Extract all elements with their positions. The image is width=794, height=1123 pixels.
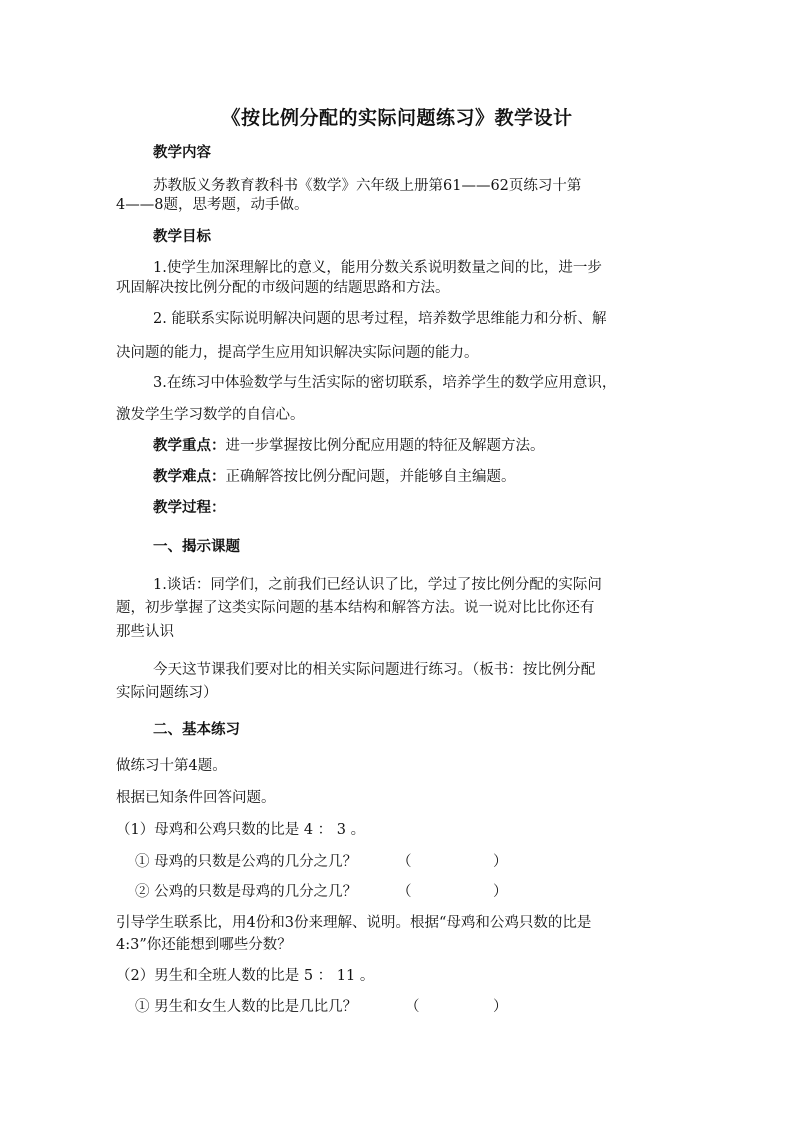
key-label: 教学重点：	[153, 437, 226, 454]
section-1-line-4: 今天这节课我们要对比的相关实际问题进行练习。（板书：按比例分配	[153, 662, 596, 678]
goal-2-line-1: 2. 能联系实际说明解决问题的思考过程，培养数学思维能力和分析、解	[153, 311, 607, 327]
answer-blank-1b-open: （	[397, 884, 412, 900]
section-1-line-5: 实际问题练习）	[116, 685, 218, 701]
answer-blank-2a-close: ）	[493, 999, 508, 1015]
section-1-line-1: 1.谈话：同学们，之前我们已经认识了比，学过了按比例分配的实际问	[153, 577, 602, 593]
difficulty-label: 教学难点：	[153, 468, 226, 485]
goal-3-line-2: 激发学生学习数学的自信心。	[116, 407, 305, 423]
answer-blank-1a-open: （	[397, 854, 412, 870]
section-2-line-1: 做练习十第4题。	[116, 758, 227, 774]
goal-1-line-2: 巩固解决按比例分配的市级问题的结题思路和方法。	[116, 280, 450, 296]
key-points	[153, 436, 545, 456]
process-heading: 教学过程：	[153, 499, 226, 516]
content-heading: 教学内容	[153, 144, 211, 161]
guide-line-1: 引导学生联系比，用4份和3份来理解、说明。根据“母鸡和公鸡只数的比是	[116, 915, 592, 931]
question-1b	[135, 882, 508, 902]
section-1-heading: 一、揭示课题	[153, 538, 240, 555]
question-2a	[135, 997, 508, 1017]
section-2-heading: 二、基本练习	[153, 721, 240, 738]
answer-blank-1a-close: ）	[493, 854, 508, 870]
question-1a-text: ① 母鸡的只数是公鸡的几分之几？	[135, 854, 358, 870]
question-1: （1）母鸡和公鸡只数的比是 4 ： 3 。	[116, 822, 366, 838]
content-line-1: 苏教版义务教育教科书《数学》六年级上册第61——62页练习十第	[153, 178, 582, 194]
section-2-line-2: 根据已知条件回答问题。	[116, 790, 276, 806]
goal-3-line-1: 3.在练习中体验数学与生活实际的密切联系，培养学生的数学应用意识，	[153, 375, 617, 391]
guide-line-2: 4:3”你还能想到哪些分数？	[116, 937, 292, 953]
question-2: （2）男生和全班人数的比是 5 ： 11 。	[116, 968, 375, 984]
question-1a	[135, 852, 508, 872]
section-1-line-3: 那些认识	[116, 624, 174, 640]
difficulty-text: 正确解答按比例分配问题，并能够自主编题。	[225, 469, 516, 485]
section-1-line-2: 题，初步掌握了这类实际问题的基本结构和解答方法。说一说对比比你还有	[116, 600, 595, 616]
answer-blank-2a-open: （	[405, 999, 420, 1015]
question-2a-text: ① 男生和女生人数的比是几比几？	[135, 999, 358, 1015]
document-title: 《按比例分配的实际问题练习》教学设计	[221, 107, 573, 129]
answer-blank-1b-close: ）	[493, 884, 508, 900]
goal-2-line-2: 决问题的能力，提高学生应用知识解决实际问题的能力。	[116, 345, 479, 361]
question-1b-text: ② 公鸡的只数是母鸡的几分之几？	[135, 884, 358, 900]
difficulty-points	[153, 467, 516, 487]
key-text: 进一步掌握按比例分配应用题的特征及解题方法。	[225, 438, 545, 454]
goal-1-line-1: 1.使学生加深理解比的意义，能用分数关系说明数量之间的比，进一步	[153, 260, 602, 276]
goals-heading: 教学目标	[153, 228, 211, 245]
content-line-2: 4——8题，思考题，动手做。	[116, 197, 309, 213]
